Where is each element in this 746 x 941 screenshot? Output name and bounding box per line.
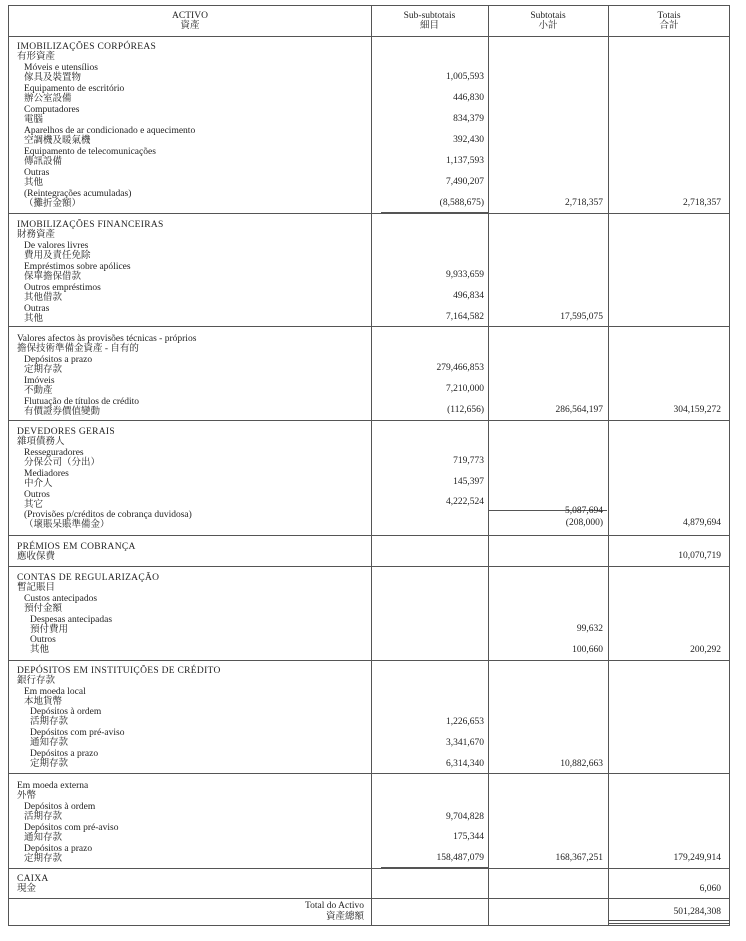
section-rule: [9, 660, 729, 661]
subtotal-value: 100,660: [572, 645, 603, 655]
row-label-zh: 銀行存款: [17, 676, 56, 686]
header-totais-zh: 合計: [659, 21, 679, 31]
subtotal-value: 5,087,694: [565, 506, 603, 516]
row-label-zh: 通知存款: [24, 833, 63, 843]
header-subsubtotais: [371, 11, 488, 31]
double-rule: [609, 923, 729, 924]
row-label: Depósitos com pré-aviso: [24, 823, 119, 833]
sub-subtotal-value: 446,830: [453, 93, 484, 103]
row-label: Em moeda local: [24, 687, 86, 697]
row-label: CAIXA: [17, 874, 49, 884]
row-label-zh: 現金: [17, 884, 37, 894]
section-rule: [9, 420, 729, 421]
row-label: Empréstimos sobre apólices: [24, 262, 131, 272]
subtotal-value: 17,595,075: [560, 312, 603, 322]
row-label-zh: 本地貨幣: [24, 697, 63, 707]
row-label-zh: 其他: [24, 314, 44, 324]
row-label: Imóveis: [24, 376, 55, 386]
row-label-zh: （攤折金額）: [24, 199, 82, 209]
header-totais: [608, 11, 730, 31]
sub-subtotal-value: 145,397: [453, 477, 484, 487]
column-underline: [381, 867, 489, 868]
row-label: Flutuação de títulos de crédito: [24, 397, 140, 407]
total-value: 4,879,694: [683, 518, 721, 528]
sub-subtotal-value: 9,933,659: [446, 270, 484, 280]
sub-subtotal-value: 4,222,524: [446, 497, 484, 507]
header-subtotais: [488, 11, 608, 31]
row-label-zh: 其他: [30, 645, 50, 655]
section-rule: [9, 535, 729, 536]
total-value: 2,718,357: [683, 198, 721, 208]
row-label-zh: 空調機及暖氣機: [24, 136, 91, 146]
total-value: 10,070,719: [678, 551, 721, 561]
sub-subtotal-value: 9,704,828: [446, 812, 484, 822]
row-label: Em moeda externa: [17, 781, 89, 791]
header-activo-pt: ACTIVO: [172, 11, 208, 21]
sub-subtotal-value: 7,490,207: [446, 177, 484, 187]
row-label: (Reintegrações acumuladas): [24, 189, 132, 199]
row-label: CONTAS DE REGULARIZAÇÃO: [17, 573, 160, 583]
row-label: Outros: [24, 490, 50, 500]
sub-subtotal-value: 1,226,653: [446, 717, 484, 727]
row-label-zh: 定期存款: [24, 854, 63, 864]
section-rule: [9, 213, 729, 214]
row-label: Depósitos a prazo: [24, 844, 93, 854]
row-label: Aparelhos de ar condicionado e aquecimento: [24, 126, 196, 136]
sub-subtotal-value: (8,588,675): [439, 198, 484, 208]
sub-subtotal-value: 719,773: [453, 456, 484, 466]
row-label: Outros empréstimos: [24, 283, 101, 293]
total-value: 304,159,272: [673, 405, 721, 415]
sub-subtotal-value: 1,137,593: [446, 156, 484, 166]
row-label: PRÉMIOS EM COBRANÇA: [17, 542, 136, 552]
column-divider: [608, 6, 609, 925]
row-label: Depósitos a prazo: [30, 749, 99, 759]
total-label-pt: Total do Activo: [305, 901, 364, 911]
row-label-zh: 辦公室設備: [24, 94, 72, 104]
column-divider: [488, 6, 489, 925]
total-value: 179,249,914: [673, 853, 721, 863]
sub-subtotal-value: (112,656): [447, 405, 484, 415]
column-underline: [381, 212, 489, 213]
sub-subtotal-value: 834,379: [453, 114, 484, 124]
row-label: Valores afectos às provisões técnicas - próprios: [17, 334, 197, 344]
header-rule: [9, 36, 729, 37]
row-label-zh: 中介人: [24, 479, 53, 489]
header-subsubtotais-pt: Sub-subtotais: [403, 11, 456, 21]
row-label-zh: 應收保費: [17, 552, 56, 562]
row-label: De valores livres: [24, 241, 89, 251]
row-label-zh: 財務資產: [17, 230, 56, 240]
row-label-zh: 分保公司（分出）: [24, 458, 101, 468]
row-label-zh: 傢具及裝置物: [24, 73, 82, 83]
row-label: IMOBILIZAÇÕES FINANCEIRAS: [17, 220, 164, 230]
section-rule: [9, 566, 729, 567]
row-label: Despesas antecipadas: [30, 615, 113, 625]
sub-subtotal-value: 1,005,593: [446, 72, 484, 82]
row-label-zh: 不動產: [24, 386, 53, 396]
row-label: Computadores: [24, 105, 80, 115]
sub-subtotal-value: 392,430: [453, 135, 484, 145]
row-label-zh: 擔保技術準備金資產 - 自有的: [17, 344, 139, 354]
row-label: Mediadores: [24, 469, 69, 479]
row-label: (Provisões p/créditos de cobrança duvidosa): [24, 510, 192, 520]
section-rule: [9, 773, 729, 774]
total-value: 6,060: [699, 884, 721, 894]
section-rule: [9, 326, 729, 327]
row-label: Resseguradores: [24, 448, 84, 458]
subtotal-value: (208,000): [565, 518, 603, 528]
row-label-zh: 活期存款: [30, 717, 69, 727]
row-label: Móveis e utensílios: [24, 63, 98, 73]
row-label: Depósitos à ordem: [30, 707, 102, 717]
balance-sheet-table: [8, 5, 730, 926]
sub-subtotal-value: 175,344: [453, 832, 484, 842]
sub-subtotal-value: 7,164,582: [446, 312, 484, 322]
row-label-zh: 通知存款: [30, 738, 69, 748]
row-label: Equipamento de telecomunicações: [24, 147, 156, 157]
subtotal-value: 10,882,663: [560, 759, 603, 769]
total-label-zh: 資產總額: [325, 912, 364, 922]
row-label-zh: 有價證券價值變動: [24, 407, 101, 417]
row-label-zh: 電腦: [24, 115, 44, 125]
row-label-zh: 保單擔保借款: [24, 272, 82, 282]
row-label-zh: 活期存款: [24, 812, 63, 822]
row-label: Depósitos à ordem: [24, 802, 96, 812]
sub-subtotal-value: 6,314,340: [446, 759, 484, 769]
row-label-zh: 定期存款: [30, 759, 69, 769]
subtotal-value: 99,632: [576, 624, 603, 634]
sub-subtotal-value: 496,834: [453, 291, 484, 301]
row-label-zh: 傳訊設備: [24, 157, 63, 167]
section-rule: [9, 868, 729, 869]
row-label-zh: 其他借款: [24, 293, 63, 303]
row-label: Depósitos a prazo: [24, 355, 93, 365]
row-label: Outros: [30, 635, 56, 645]
row-label-zh: 定期存款: [24, 365, 63, 375]
sub-subtotal-value: 279,466,853: [436, 363, 484, 373]
row-label-zh: 雜項債務人: [17, 437, 65, 447]
row-label: Outras: [24, 168, 50, 178]
row-label-zh: 費用及責任免除: [24, 251, 91, 261]
row-label-zh: 其他: [24, 178, 44, 188]
grand-total: 501,284,308: [673, 907, 721, 917]
row-label: Custos antecipados: [24, 594, 98, 604]
sub-subtotal-value: 7,210,000: [446, 384, 484, 394]
header-activo-zh: 資產: [180, 21, 200, 31]
subtotal-value: 2,718,357: [565, 198, 603, 208]
header-totais-pt: Totais: [657, 11, 681, 21]
row-label-zh: 暫記賬目: [17, 583, 56, 593]
row-label-zh: 有形資產: [17, 52, 56, 62]
row-label: IMOBILIZAÇÕES CORPÓREAS: [17, 42, 157, 52]
row-label: Depósitos com pré-aviso: [30, 728, 125, 738]
row-label-zh: 預付金額: [24, 604, 63, 614]
row-label-zh: 預付費用: [30, 625, 69, 635]
header-activo: [9, 11, 371, 31]
double-rule: [609, 920, 729, 921]
row-label-zh: （壞賬呆賬準備金）: [24, 520, 110, 530]
subtotal-value: 168,367,251: [555, 853, 603, 863]
row-label: DEVEDORES GERAIS: [17, 427, 115, 437]
sub-subtotal-value: 158,487,079: [436, 853, 484, 863]
row-label: DEPÓSITOS EM INSTITUIÇÕES DE CRÉDITO: [17, 666, 221, 676]
sub-subtotal-value: 3,341,670: [446, 738, 484, 748]
header-subtotais-zh: 小計: [538, 21, 558, 31]
header-subtotais-pt: Subtotais: [530, 11, 566, 21]
row-label-zh: 外幣: [17, 791, 37, 801]
subtotal-value: 286,564,197: [555, 405, 603, 415]
header-subsubtotais-zh: 細目: [419, 21, 439, 31]
row-label: Outras: [24, 304, 50, 314]
row-label-zh: 其它: [24, 500, 44, 510]
section-rule: [9, 898, 729, 899]
row-label: Equipamento de escritório: [24, 84, 125, 94]
column-divider: [371, 6, 372, 925]
total-value: 200,292: [690, 645, 721, 655]
